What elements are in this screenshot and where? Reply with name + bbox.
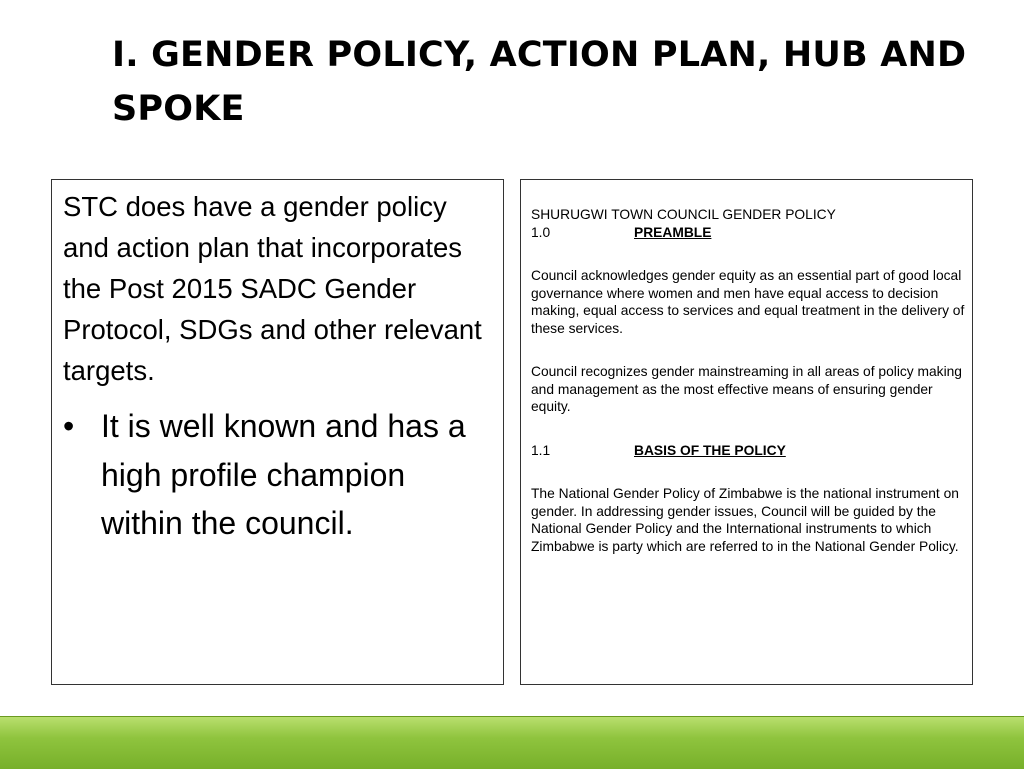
policy-title: SHURUGWI TOWN COUNCIL GENDER POLICY (531, 207, 836, 222)
bullet-item (63, 402, 493, 548)
preamble-paragraph-1: Council acknowledges gender equity as an essential part of good local governance where women and men have equal access to decision making, equal access to services and equal treatment in the delivery of these services. (531, 268, 965, 336)
intro-paragraph: STC does have a gender policy and action plan that incorporates the Post 2015 SADC Gender Protocol, SDGs and other relevant targets. (63, 191, 482, 386)
policy-excerpt (531, 206, 967, 555)
section-title: BASIS OF THE POLICY (634, 442, 786, 458)
section-heading-preamble (531, 224, 967, 242)
right-text-box (520, 179, 973, 685)
section-heading-basis (531, 442, 967, 460)
bullet-icon: • (63, 408, 75, 444)
preamble-paragraph-2: Council recognizes gender mainstreaming in all areas of policy making and management as the most effective means of ensuring gender equity. (531, 364, 962, 414)
section-title: PREAMBLE (634, 224, 712, 240)
footer-bar (0, 716, 1024, 769)
basis-paragraph: The National Gender Policy of Zimbabwe is the national instrument on gender. In addressing gender issues, Council will be guided by the National Gender Policy and the International instruments to which Zimbabwe is party which are referred to in the National Gender Policy. (531, 486, 959, 554)
bullet-text: It is well known and has a high profile champion within the council. (101, 408, 466, 541)
slide-title: I. GENDER POLICY, ACTION PLAN, HUB AND SPOKE (112, 35, 967, 129)
section-number: 1.0 (531, 224, 551, 240)
left-text-box (51, 179, 504, 685)
section-number: 1.1 (531, 442, 551, 458)
